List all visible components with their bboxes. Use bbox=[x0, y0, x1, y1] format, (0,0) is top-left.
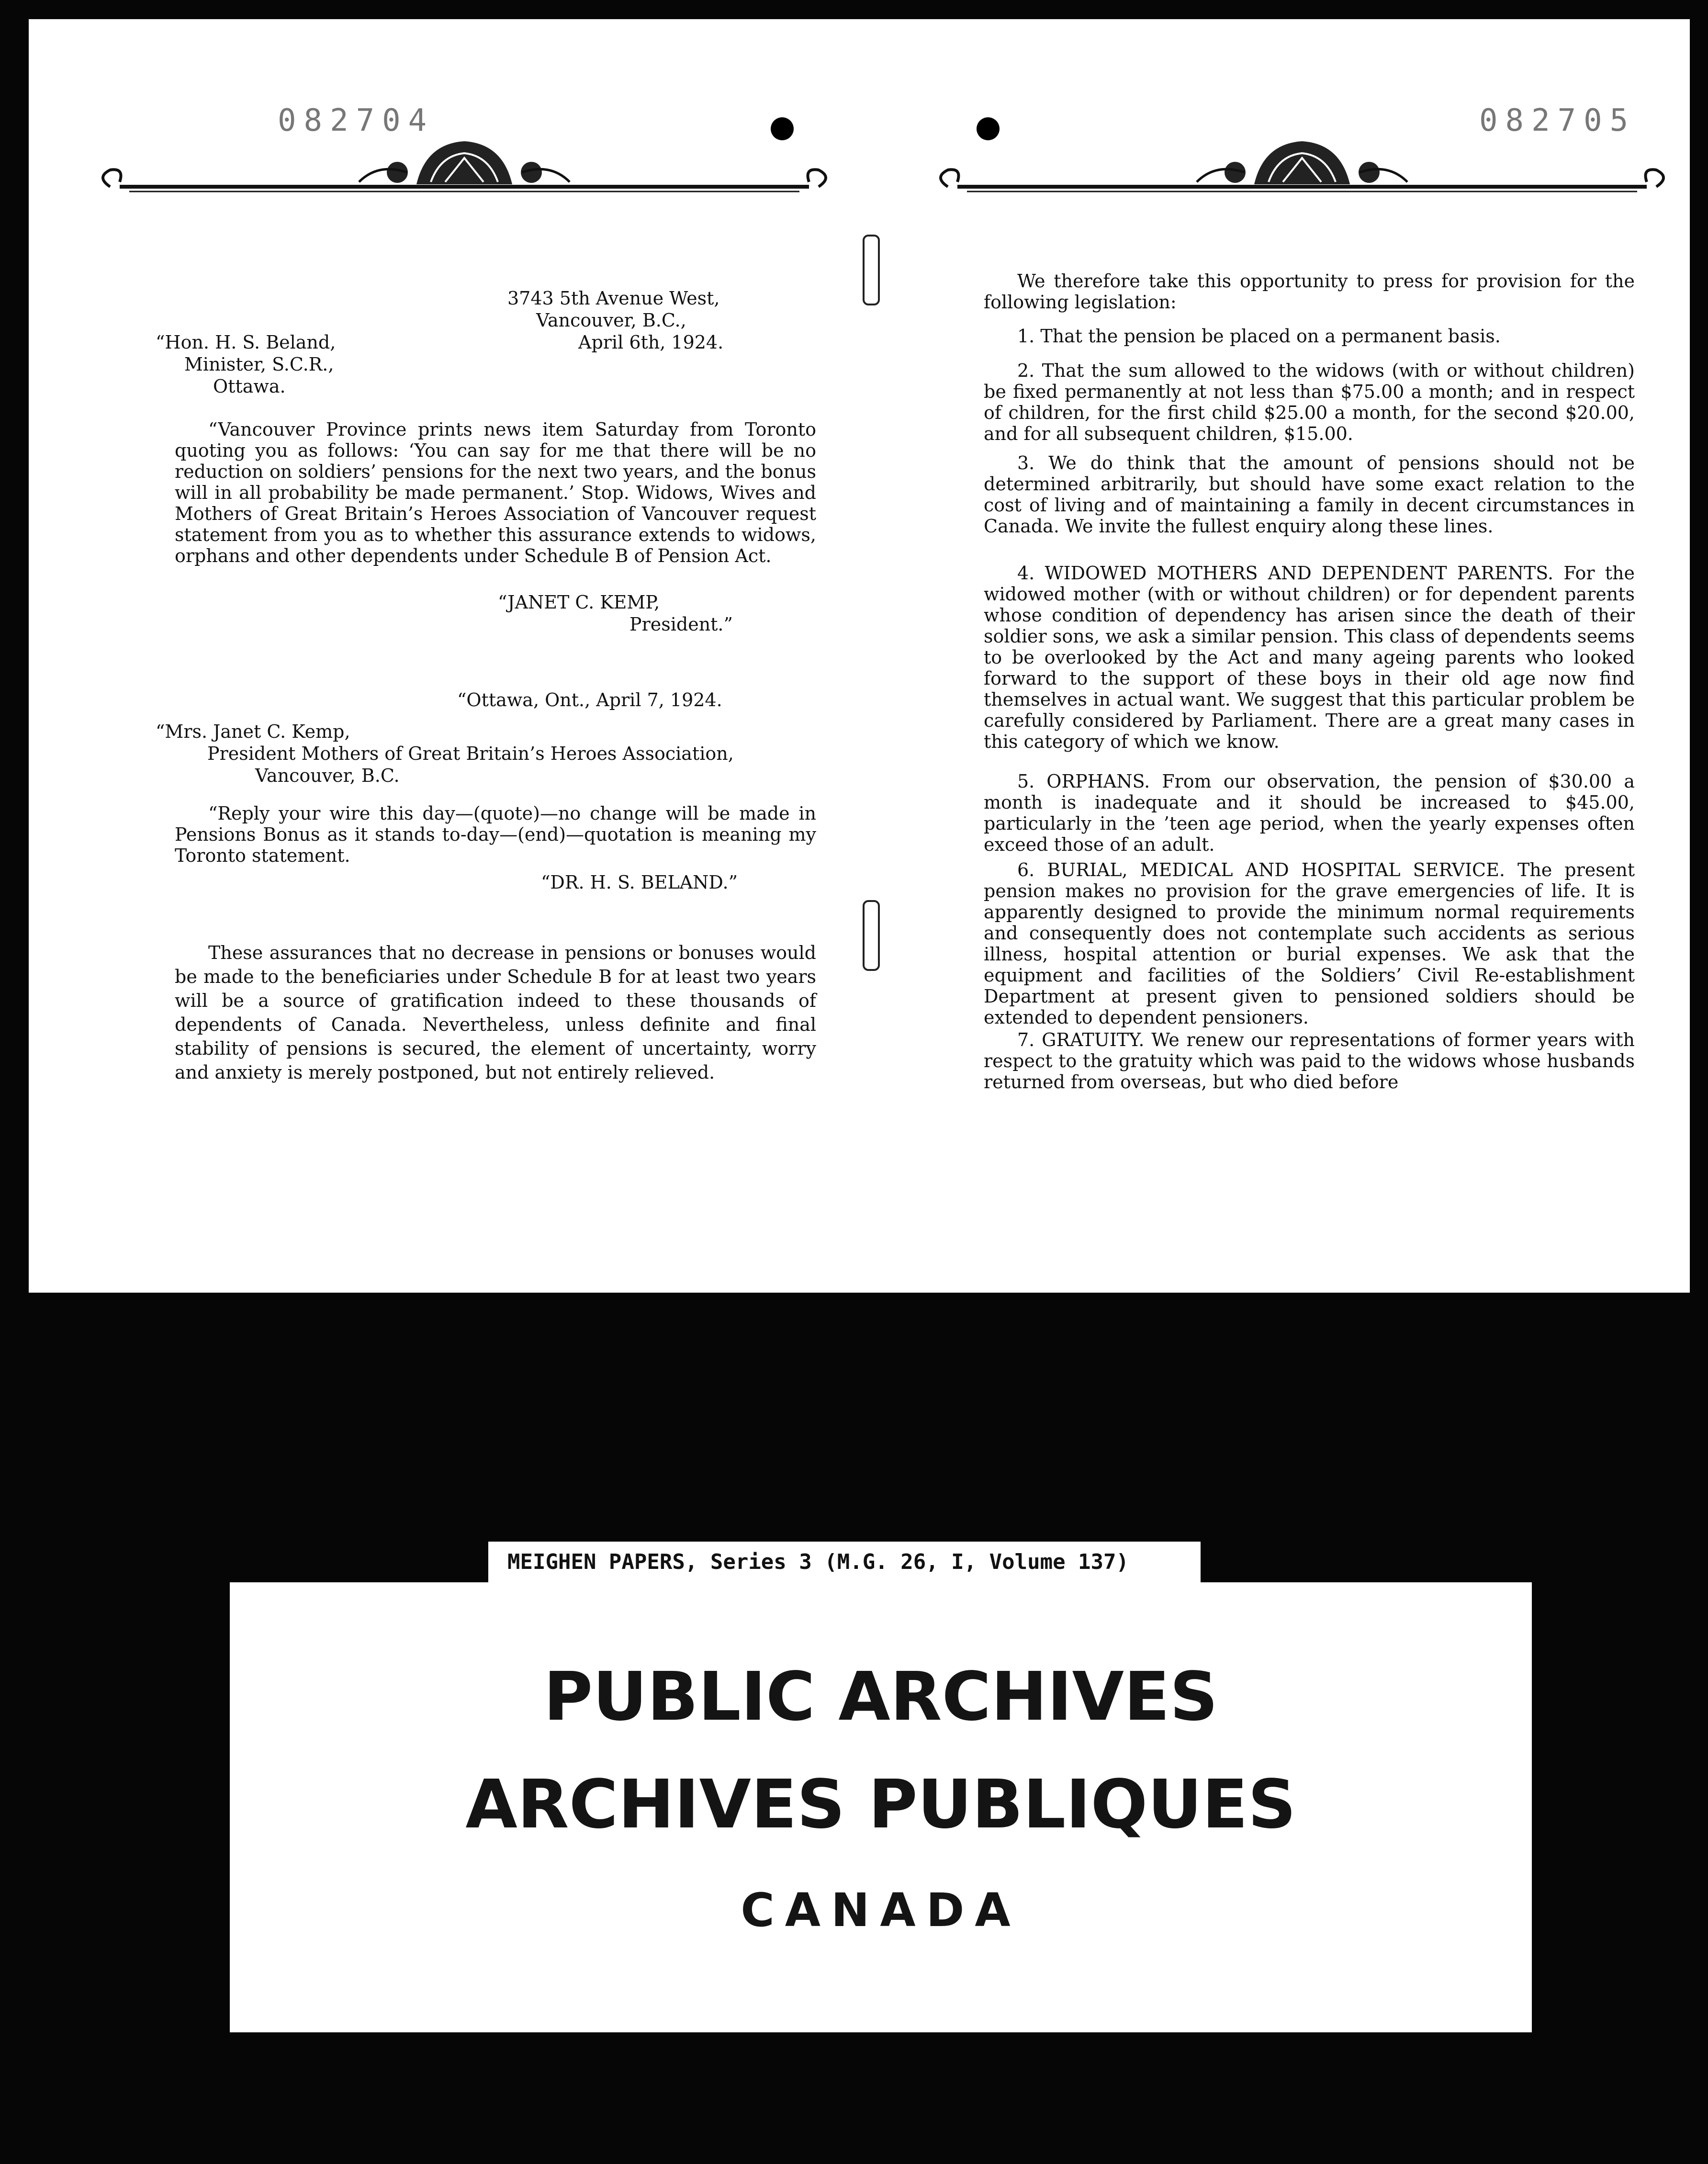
signature-name: “JANET C. KEMP, bbox=[498, 592, 660, 613]
left-page bbox=[77, 19, 862, 1293]
archive-reference-strip: MEIGHEN PAPERS, Series 3 (M.G. 26, I, Volume 137) bbox=[488, 1542, 1201, 1583]
addressee-line: “Hon. H. S. Beland, bbox=[156, 332, 336, 353]
signature-2: “DR. H. S. BELAND.” bbox=[541, 872, 738, 893]
addressee-line: Minister, S.C.R., bbox=[184, 354, 334, 375]
item-5-orphans: 5. ORPHANS. From our observation, the pension of $30.00 a month is inadequate and it should be increased to $45.00, particularly in the ’teen age period, when the yearly expenses often exceed those of an adult. bbox=[984, 771, 1635, 855]
ornament-icon bbox=[91, 115, 838, 211]
addressee-line: Ottawa. bbox=[213, 376, 286, 397]
address-line: 3743 5th Avenue West, bbox=[507, 288, 720, 309]
item-1-permanent-basis: 1. That the pension be placed on a permanent basis. bbox=[1017, 326, 1501, 347]
signature-1 bbox=[498, 591, 733, 635]
closing-paragraph: These assurances that no decrease in pensions or bonuses would be made to the beneficiaries under Schedule B for at least two years will be a source of gratification indeed to these thousands of dependents of Canada. Nevertheless, unless definite and final stability of pensions is secured, the element of uncertainty, worry and anxiety is merely postponed, but not entirely relieved. bbox=[175, 942, 816, 1083]
item-6-burial-medical: 6. BURIAL, MEDICAL AND HOSPITAL SERVICE. The present pension makes no provision for the grave emergencies of life. It is apparently designed to provide the minimum normal requirements and consequently does not contemplate such accidents as serious illness, hospital attention or burial expenses. We ask that the equipment and facilities of the Soldiers’ Civil Re-establishment Department at present given to pensioned soldiers should be extended to dependent pensioners. bbox=[984, 859, 1635, 1028]
address-date: April 6th, 1924. bbox=[578, 332, 724, 353]
addressee bbox=[156, 331, 336, 397]
reply-addressee-line: Vancouver, B.C. bbox=[255, 765, 400, 786]
reply-addressee bbox=[156, 721, 734, 787]
page-serial-number: 082704 bbox=[278, 103, 435, 138]
reply-addressee-line: “Mrs. Janet C. Kemp, bbox=[156, 721, 350, 742]
right-page bbox=[929, 19, 1680, 1293]
archive-country: CANADA bbox=[741, 1883, 1021, 1937]
item-4-widowed-mothers: 4. WIDOWED MOTHERS AND DEPENDENT PARENTS. For the widowed mother (with or without children) or for dependent parents whose condition of dependency has arisen since the death of their soldier sons, we ask a similar pension. This class of dependents seems to be overlooked by the Act and many ageing parents who looked forward to the support of these boys in their old age now find themselves in actual want. We suggest that this particular problem be carefully considered by Parliament. There are a great many cases in this category of which we know. bbox=[984, 563, 1635, 752]
binding-mark bbox=[863, 235, 880, 305]
ornament-icon bbox=[929, 115, 1675, 211]
scanned-sheet bbox=[29, 19, 1690, 1293]
reply-addressee-line: President Mothers of Great Britain’s Heroes Association, bbox=[207, 743, 734, 764]
item-7-gratuity: 7. GRATUITY. We renew our representations of former years with respect to the gratuity which was paid to the widows whose husbands returned from overseas, but who died before bbox=[984, 1029, 1635, 1093]
archive-title-french: ARCHIVES PUBLIQUES bbox=[465, 1766, 1296, 1844]
address-line: Vancouver, B.C., bbox=[536, 310, 686, 331]
binding-mark bbox=[863, 900, 880, 971]
sender-address bbox=[507, 287, 723, 353]
archive-card bbox=[230, 1582, 1532, 2032]
item-3-exact-relation: 3. We do think that the amount of pensions should not be determined arbitrarily, but should have some exact relation to the cost of living and of maintaining a family in decent circumstances in Canada. We invite the fullest enquiry along these lines. bbox=[984, 452, 1635, 537]
signature-title: President.” bbox=[629, 614, 733, 635]
item-2-sum-allowed: 2. That the sum allowed to the widows (with or without children) be fixed permanently at not less than $75.00 a month; and in respect of children, for the first child $25.00 a month, for the second $20.00, and for all subsequent children, $15.00. bbox=[984, 360, 1635, 444]
telegram-paragraph-1: “Vancouver Province prints news item Saturday from Toronto quoting you as follows: ‘You can say for me that there will be no reduction on soldiers’ pensions for the next two years, and the bonus will in all probability be made permanent.’ Stop. Widows, Wives and Mothers of Great Britain’s Heroes Association of Vancouver request statement from you as to whether this assurance extends to widows, orphans and other dependents under Schedule B of Pension Act. bbox=[175, 419, 816, 566]
archive-title-english: PUBLIC ARCHIVES bbox=[543, 1658, 1218, 1736]
reply-date: “Ottawa, Ont., April 7, 1924. bbox=[457, 689, 722, 710]
telegram-paragraph-2: “Reply your wire this day—(quote)—no change will be made in Pensions Bonus as it stands to-day—(end)—quotation is meaning my Toronto statement. bbox=[175, 803, 816, 866]
legislation-intro: We therefore take this opportunity to press for provision for the following legislation: bbox=[984, 270, 1635, 313]
page-serial-number: 082705 bbox=[1479, 103, 1636, 138]
